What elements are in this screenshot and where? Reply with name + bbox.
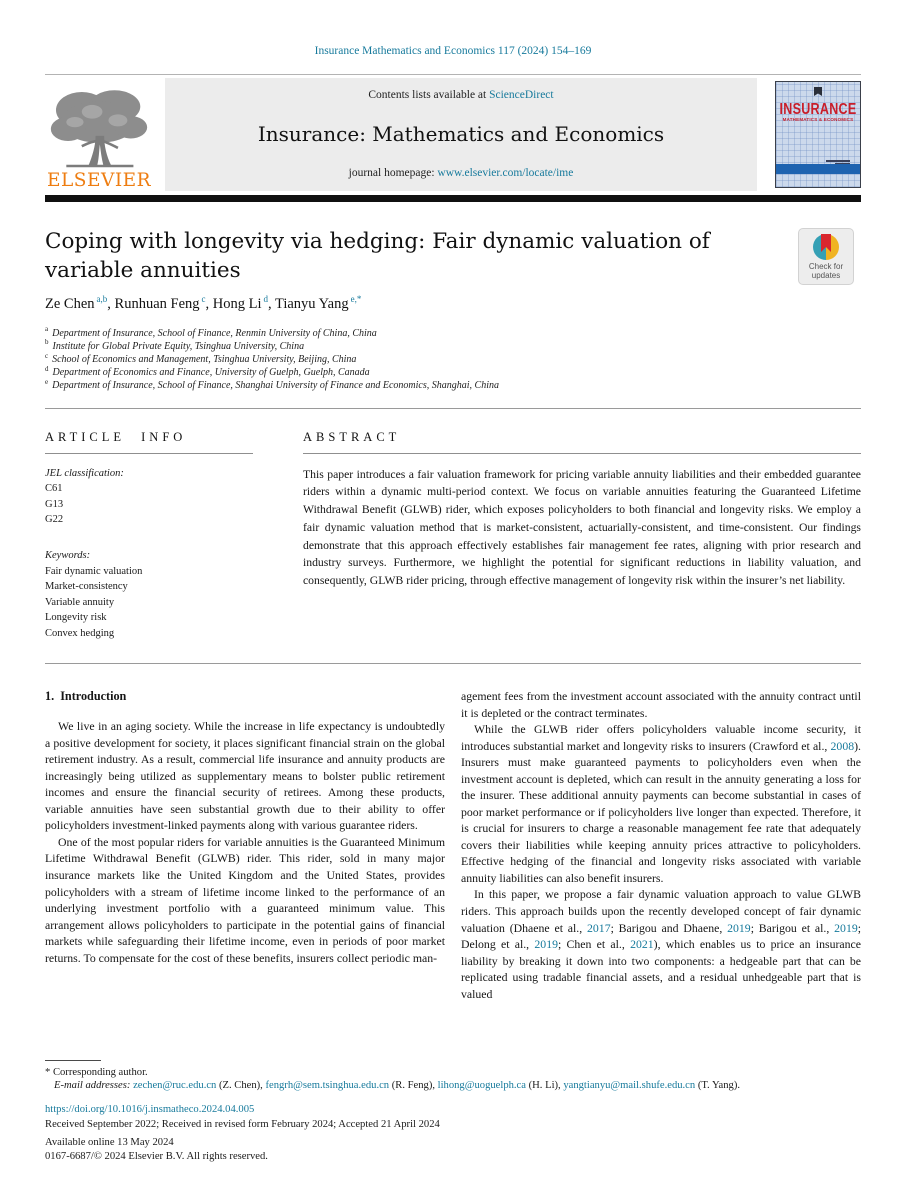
journal-title: Insurance: Mathematics and Economics [257, 122, 665, 146]
paragraph: We live in an aging society. While the increase in life expectancy is undoubtedly a positive development for society, it places significant financial strain on the global retirement industry. As a result, commercial life insurance and annuity products are increasingly being utilized as supplementary means to bolster public retirement incomes and ensure the financial security of retirees. Among these products, variable annuities have seen substantial growth due to their ability to offer policyholders investment-linked payments along with various guarantee riders. [45, 719, 445, 833]
email-addresses-line: E-mail addresses: zechen@ruc.edu.cn (Z. Chen), fengrh@sem.tsinghua.edu.cn (R. Feng), lihong@uoguelph.ca (H. Li), yangtianyu@mail.shufe.edu.cn (T. Yang). [54, 1080, 741, 1092]
abstract-column [303, 430, 861, 642]
contents-line [171, 89, 751, 101]
article-info-heading: ARTICLE INFO [45, 429, 187, 444]
abstract-text: This paper introduces a fair valuation framework for pricing variable annuity liabilities and their embedded guarantee riders within a dynamic multi-period context. We focus on variable annuities featuring the Guaranteed Lifetime Withdrawal Benefit (GLWB) rider, which exposes policyholders to both financial and longevity risks. We employ a fair dynamic valuation method that is market-consistent, actuarially-consistent, and time-consistent. Our findings demonstrate that this approach effectively establishes fair management fee rates, aligning with prior research and industry surveys. Furthermore, we highlight the potential for significant reductions in liability valuation, and consequently, GLWB rider pricing, through effective management of longevity risk within the insurer’s net liability. [303, 467, 861, 588]
article-title: Coping with longevity via hedging: Fair dynamic valuation of variable annuities [45, 229, 710, 283]
affiliation-item: $^b$ Institute for Global Private Equity, Tsinghua University, China [45, 338, 305, 352]
check-updates-badge[interactable] [798, 228, 854, 285]
section-divider-rule [45, 408, 861, 409]
affiliations [45, 327, 861, 393]
keyword-item: Variable annuity [45, 596, 115, 608]
black-divider-bar [45, 195, 861, 202]
received-line: Received September 2022; Received in revised form February 2024; Accepted 21 April 2024 [45, 1119, 440, 1131]
footnote-rule [45, 1060, 101, 1061]
cover-subtitle: MATHEMATICS & ECONOMICS [782, 117, 854, 122]
main-text [45, 688, 861, 1046]
available-online-line: Available online 13 May 2024 [45, 1136, 174, 1148]
jel-label: JEL classification: [45, 467, 124, 479]
article-info-column [45, 430, 253, 642]
left-column [45, 688, 445, 1046]
homepage-link[interactable]: www.elsevier.com/locate/ime [437, 167, 574, 179]
paragraph: agement fees from the investment account associated with the annuity contract until it is depleted or the contract terminates. [461, 689, 861, 720]
keyword-item: Convex hedging [45, 627, 115, 639]
author-superscript: e,* [350, 293, 362, 304]
author: Ze Chen $^{a,b}$, [45, 293, 115, 312]
article-info-rule [45, 453, 253, 454]
author-superscript: a,b [96, 293, 108, 304]
author-name: Ze Chen [45, 295, 95, 312]
doi-link[interactable]: https://doi.org/10.1016/j.insmatheco.2024.04.005 [45, 1104, 255, 1116]
homepage-prefix: journal homepage: [348, 167, 438, 179]
author-name: Runhuan Feng [114, 295, 200, 312]
section-divider-rule [45, 663, 861, 664]
cover-fineprint-line [826, 160, 850, 162]
keyword-item: Longevity risk [45, 612, 107, 624]
journal-cover-thumbnail [775, 81, 861, 188]
check-updates-label-line2: updates [811, 271, 841, 281]
affiliation-item: $^a$ Department of Insurance, School of Finance, Renmin University of China, China [45, 325, 377, 339]
cover-title: INSURANCE [779, 100, 857, 118]
paragraph: One of the most popular riders for variable annuities is the Guaranteed Minimum Lifetime Withdrawal Benefit (GLWB) rider. This rider, sold in many major insurance markets like the United Kingdom and the United States, provides policyholders with a stream of lifetime income linked to the performance of an underlying investment portfolio with a guaranteed minimum value. This arrangement allows policyholders to participate in the potential gains of financial markets while safeguarding their lifetime income, even in periods of poor market returns. To compensate for the cost of these benefits, insurers collect periodic man- [45, 834, 445, 965]
author-superscript: c [201, 293, 206, 304]
info-abstract-section [45, 430, 861, 642]
abstract-rule [303, 453, 861, 454]
paragraph: In this paper, we propose a fair dynamic valuation approach to value GLWB riders. This approach builds upon the recently developed concept of fair dynamic valuation (Dhaene et al., 2017; Barigou and Dhaene, 2019; Barigou et al., 2019; Delong et al., 2019; Chen et al., 2021), which enables us to price an insurance liability by breaking it down into two components: a hedgeable part that can be replicated using tradable financial assets, and a residual unhedgeable part that is valued [461, 887, 862, 1001]
paragraph: While the GLWB rider offers policyholders valuable income security, it introduces substantial market and longevity risks to insurers (Crawford et al., 2008). Insurers must make guaranteed payments to policyholders even when the investment account is depleted, which can result in the annuity generating a loss for the insurer. These additional annuity payments can become substantial in cases of poor market performance or if policyholders live longer than expected. Therefore, it is crucial for insurers to charge a reasonable management fee rate that adequately covers their liabilities while keeping annuity prices attractive to policyholders. Effective hedging of the financial and longevity risks associated with variable annuity liabilities can also benefit insurers. [461, 722, 861, 885]
author-name: Hong Li [212, 295, 262, 312]
author [275, 293, 362, 312]
elsevier-tree-icon [47, 86, 151, 172]
jel-item: C61 [45, 483, 63, 495]
contents-prefix: Contents lists available at [368, 89, 490, 101]
author: Hong Li $^d$, [212, 293, 275, 312]
journal-header [45, 78, 861, 191]
affiliation-item: $^e$ Department of Insurance, School of Finance, Shanghai University of Finance and Economics, Shanghai, China [45, 378, 499, 392]
jel-item: G13 [45, 498, 64, 510]
cover-publisher-mark-icon [814, 87, 822, 96]
cover-band [776, 164, 860, 174]
sciencedirect-link[interactable]: ScienceDirect [489, 89, 554, 101]
elsevier-wordmark: ELSEVIER [47, 170, 152, 191]
corresponding-author-note: * Corresponding author. [45, 1067, 148, 1079]
right-column [461, 688, 861, 1046]
keywords-label: Keywords: [45, 549, 91, 561]
abstract-heading: ABSTRACT [303, 429, 401, 444]
author-name: Tianyu Yang [275, 295, 349, 312]
keyword-item: Market-consistency [45, 581, 128, 593]
affiliation-item: $^d$ Department of Economics and Finance, University of Guelph, Guelph, Canada [45, 364, 370, 379]
copyright-line: 0167-6687/© 2024 Elsevier B.V. All rights reserved. [45, 1150, 268, 1162]
header-top-rule [45, 74, 861, 75]
author-superscript: d [263, 293, 268, 304]
homepage-line [171, 167, 751, 179]
footnote-block [45, 1060, 861, 1164]
author: Runhuan Feng $^c$, [114, 293, 213, 312]
intro-heading: 1. Introduction [45, 689, 127, 704]
journal-masthead [165, 78, 757, 191]
jel-item: G22 [45, 514, 64, 526]
elsevier-logo [45, 78, 163, 191]
affiliation-item: $^c$ School of Economics and Management, Tsinghua University, Beijing, China [45, 351, 357, 365]
crossmark-icon [813, 234, 839, 260]
check-updates-label-line1: Check for [808, 262, 844, 271]
journal-cover-wrap [757, 78, 861, 191]
authors-line [45, 293, 861, 313]
citation-line[interactable]: Insurance Mathematics and Economics 117 (2024) 154–169 [314, 45, 592, 57]
keyword-item: Fair dynamic valuation [45, 565, 143, 577]
